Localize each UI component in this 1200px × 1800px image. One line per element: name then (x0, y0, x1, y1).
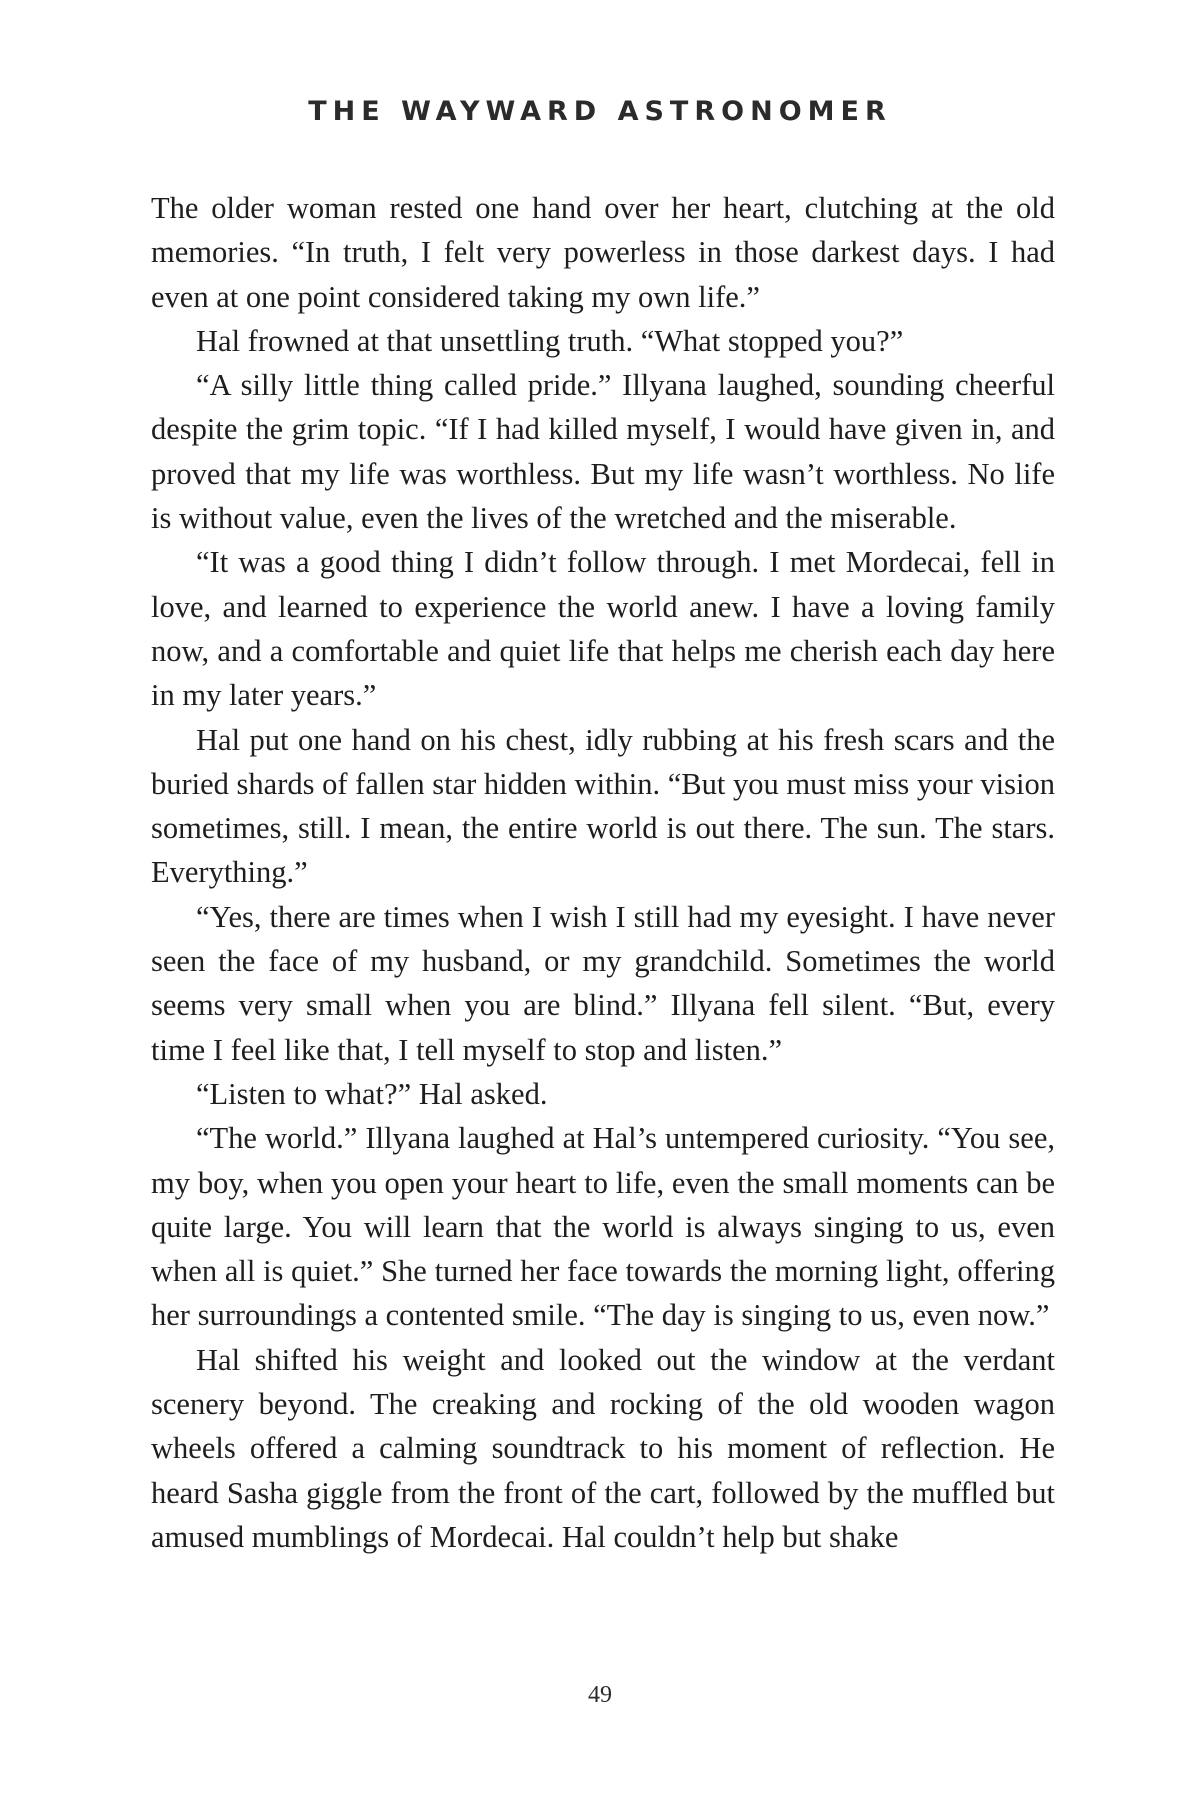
paragraph-8: “The world.” Illyana laughed at Hal’s untempered curiosity. “You see, my boy, when you open your heart to life, even the small moments can be quite large. You will learn that the world is always singing to us, even when all is quiet.” She turned her face towards the morning light, offering her surroundings a contented smile. “The day is singing to us, even now.” (151, 1121, 1055, 1333)
paragraph-9: Hal shifted his weight and looked out the window at the verdant scenery beyond. The creaking and rocking of the old wooden wagon wheels offered a calming soundtrack to his moment of reflection. He heard Sasha giggle from the front of the cart, followed by the muffled but amused mumblings of Mordecai. Hal couldn’t help but shake (151, 1342, 1055, 1554)
paragraph-6: “Yes, there are times when I wish I still had my eyesight. I have never seen the face of my husband, or my grandchild. Sometimes the world seems very small when you are blind.” Illyana fell silent. “But, every time I feel like that, I tell myself to stop and listen.” (151, 899, 1055, 1067)
page-number: 49 (588, 1682, 612, 1708)
paragraph-1: The older woman rested one hand over her heart, clutching at the old memories. “In truth, I felt very powerless in those darkest days. I had even at one point considered taking my own life.” (151, 191, 1055, 314)
paragraph-7: “Listen to what?” Hal asked. (196, 1076, 548, 1111)
running-head-title: THE WAYWARD ASTRONOMER (308, 96, 892, 127)
paragraph-4: “It was a good thing I didn’t follow through. I met Mordecai, fell in love, and learned to experience the world anew. I have a loving family now, and a comfortable and quiet life that helps me cherish each day here in my later years.” (151, 545, 1055, 713)
paragraph-5: Hal put one hand on his chest, idly rubbing at his fresh scars and the buried shards of fallen star hidden within. “But you must miss your vision sometimes, still. I mean, the entire world is out there. The sun. The stars. Everything.” (151, 722, 1055, 890)
paragraph-2: Hal frowned at that unsettling truth. “What stopped you?” (196, 323, 904, 358)
paragraph-3: “A silly little thing called pride.” Illyana laughed, sounding cheerful despite the grim topic. “If I had killed myself, I would have given in, and proved that my life was worthless. But my life wasn’t worthless. No life is without value, even the lives of the wretched and the miserable. (151, 368, 1055, 536)
body-text (151, 186, 1055, 1559)
